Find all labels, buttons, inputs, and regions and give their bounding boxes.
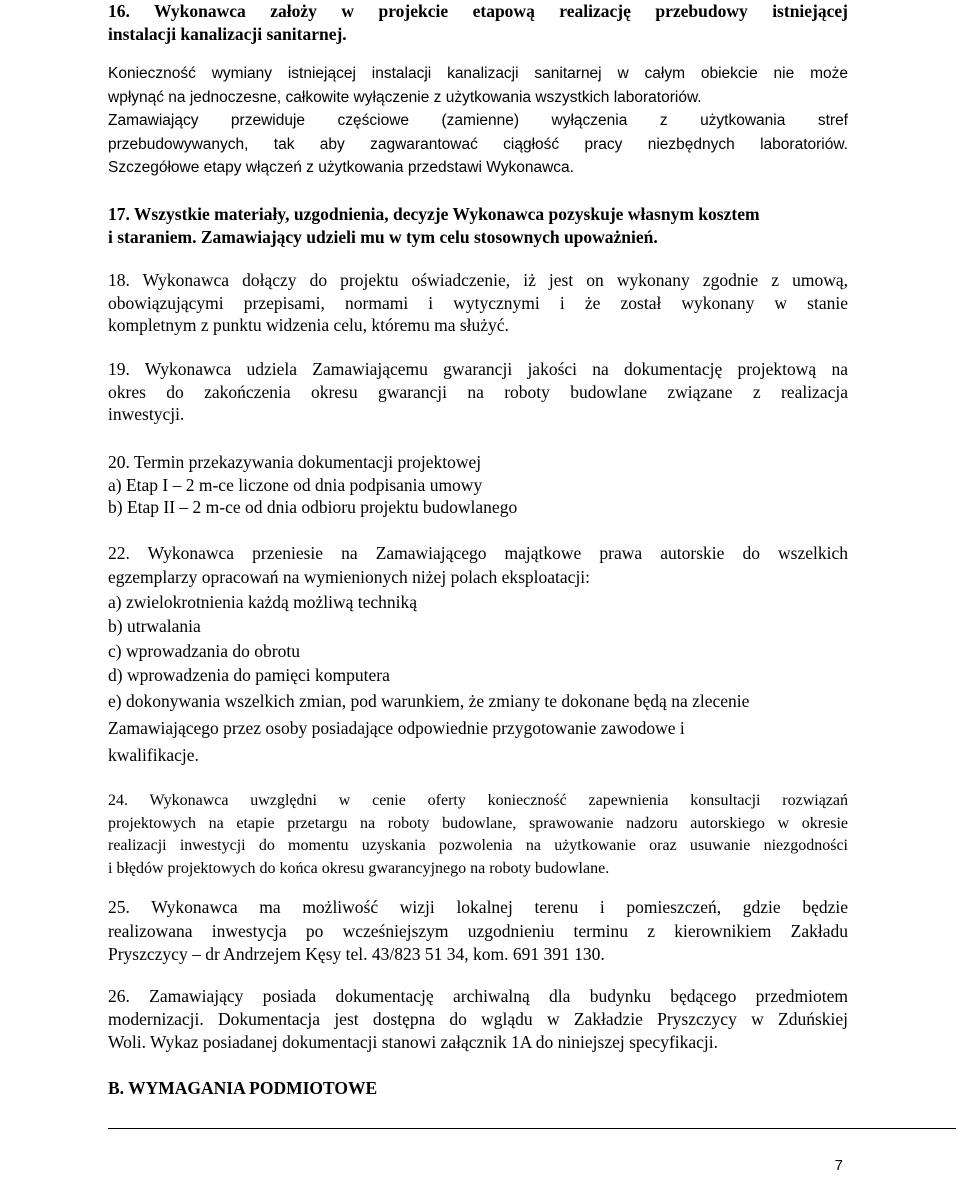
text-line: b) utrwalania <box>108 616 201 637</box>
paragraph-16-body <box>108 62 848 180</box>
text-line: b) Etap II – 2 m-ce od dnia odbioru projektu budowlanego <box>108 497 518 517</box>
paragraph-22 <box>108 541 848 687</box>
text-line: 18. Wykonawca dołączy do projektu oświadczenie, iż jest on wykonany zgodnie z umową, <box>108 270 848 290</box>
text-line: 25. Wykonawca ma możliwość wizji lokalnej terenu i pomieszczeń, gdzie będzie <box>108 897 848 917</box>
text-line: przebudowywanych, tak aby zagwarantować ciągłość pracy niezbędnych laboratoriów. <box>108 135 848 153</box>
text-line: wpłynąć na jednoczesne, całkowite wyłączenie z użytkowania wszystkich laboratoriów. <box>108 88 702 106</box>
text-line: Szczegółowe etapy włączeń z użytkowania przedstawi Wykonawca. <box>108 159 574 176</box>
paragraph-25 <box>108 896 848 967</box>
text-line: projektowych na etapie przetargu na roboty budowlane, sprawowanie nadzoru autorskiego w okresie <box>108 814 848 832</box>
text-line: a) zwielokrotnienia każdą możliwą techniką <box>108 591 418 612</box>
text-line: inwestycji. <box>108 404 185 424</box>
text-line: obowiązującymi przepisami, normami i wytycznymi i że został wykonany w stanie <box>108 292 848 313</box>
text-line: a) Etap I – 2 m-ce liczone od dnia podpisania umowy <box>108 474 483 495</box>
text-line: d) wprowadzenia do pamięci komputera <box>108 665 390 686</box>
text-line: 16. Wykonawca założy w projekcie etapową realizację przebudowy istniejącej <box>108 1 848 21</box>
text-line: e) dokonywania wszelkich zmian, pod warunkiem, że zmiany te dokonane będą na zlecenie <box>108 691 750 711</box>
text-line: egzemplarzy opracowań na wymienionych niżej polach eksploatacji: <box>108 567 591 588</box>
text-line: Woli. Wykaz posiadanej dokumentacji stanowi załącznik 1A do niniejszej specyfikacji. <box>108 1032 719 1052</box>
text-line: i błędów projektowych do końca okresu gwarancyjnego na roboty budowlane. <box>108 859 610 877</box>
text-line: Pryszczycy – dr Andrzejem Kęsy tel. 43/823 51 34, kom. 691 391 130. <box>108 944 605 964</box>
text-line: kwalifikacje. <box>108 745 199 765</box>
text-line: Zamawiającego przez osoby posiadające odpowiednie przygotowanie zawodowe i <box>108 718 685 738</box>
text-line: 22. Wykonawca przeniesie na Zamawiającego majątkowe prawa autorskie do wszelkich <box>108 543 848 563</box>
text-line: realizowana inwestycja po wcześniejszym uzgodnieniu terminu z kierownikiem Zakładu <box>108 920 848 941</box>
text-line: 19. Wykonawca udziela Zamawiającemu gwarancji jakości na dokumentację projektową na <box>108 359 848 379</box>
paragraph-18 <box>108 269 848 337</box>
text-line: 17. Wszystkie materiały, uzgodnienia, decyzje Wykonawca pozyskuje własnym kosztem <box>108 204 760 224</box>
paragraph-16-heading <box>108 0 848 45</box>
text-line: Zamawiający przewiduje częściowe (zamienne) wyłączenia z użytkowania stref <box>108 112 848 129</box>
paragraph-26 <box>108 985 848 1054</box>
text-line: 24. Wykonawca uwzględni w cenie oferty konieczność zapewnienia konsultacji rozwiązań <box>108 792 848 809</box>
text-line: okres do zakończenia okresu gwarancji na roboty budowlane związane z realizacja <box>108 381 848 402</box>
section-heading-text: B. WYMAGANIA PODMIOTOWE <box>108 1078 378 1098</box>
text-line: i staraniem. Zamawiający udzieli mu w tym celu stosownych upoważnień. <box>108 226 658 247</box>
text-line: 20. Termin przekazywania dokumentacji projektowej <box>108 452 482 472</box>
text-line: Konieczność wymiany istniejącej instalacji kanalizacji sanitarnej w całym obiekcie nie może <box>108 65 848 82</box>
text-line: c) wprowadzania do obrotu <box>108 640 300 661</box>
paragraph-17 <box>108 203 848 248</box>
text-line: kompletnym z punktu widzenia celu, któremu ma służyć. <box>108 315 509 335</box>
text-line: instalacji kanalizacji sanitarnej. <box>108 23 347 44</box>
text-line: modernizacji. Dokumentacja jest dostępna do wglądu w Zakładzie Pryszczycy w Zduńskiej <box>108 1009 848 1029</box>
paragraph-19 <box>108 358 848 426</box>
paragraph-20 <box>108 451 848 519</box>
paragraph-22-continued <box>108 688 848 769</box>
section-b-heading <box>108 1077 848 1100</box>
text-line: 26. Zamawiający posiada dokumentację archiwalną dla budynku będącego przedmiotem <box>108 986 848 1006</box>
footer-divider <box>108 1128 956 1129</box>
paragraph-24 <box>108 790 848 880</box>
text-line: realizacji inwestycji do momentu uzyskania pozwolenia na użytkowanie oraz usuwanie niezgodności <box>108 837 848 854</box>
page-number: 7 <box>834 1157 843 1174</box>
